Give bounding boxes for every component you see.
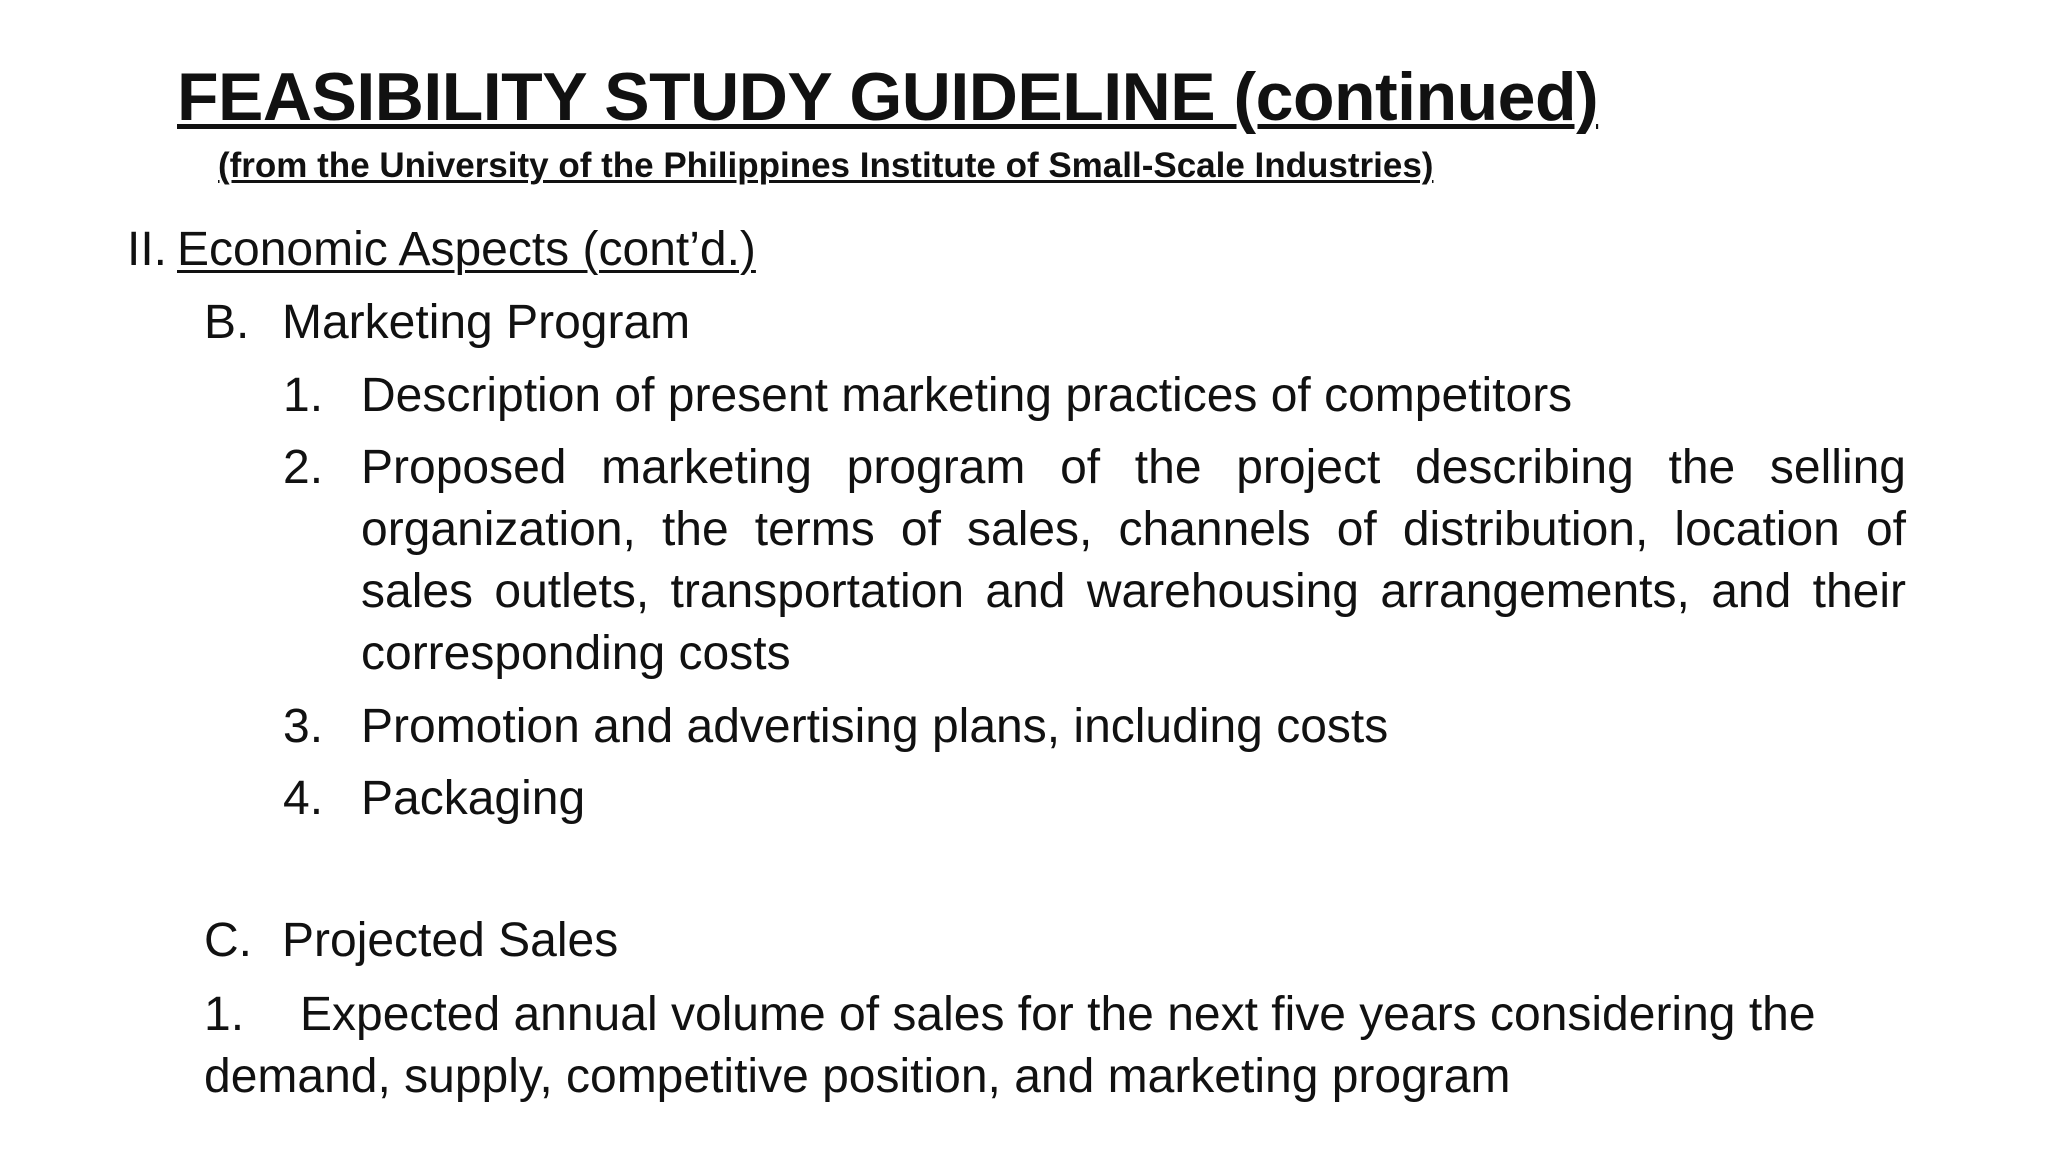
- list-item-number: 1.: [204, 988, 245, 1041]
- list-item-text: Description of present marketing practices of competitors: [361, 369, 1573, 422]
- list-item-number: 2.: [283, 441, 324, 494]
- subsection-marker: C.: [204, 914, 252, 967]
- list-item: [283, 696, 1388, 758]
- list-item-text: Promotion and advertising plans, including costs: [361, 700, 1389, 753]
- list-item-text: Expected annual volume of sales for the next five years considering the demand, supply, competitive position, and marketing program: [204, 988, 1816, 1103]
- slide-title: FEASIBILITY STUDY GUIDELINE (continued): [177, 59, 1599, 135]
- list-item-number: 3.: [283, 700, 324, 753]
- subsection-projected-sales: [204, 910, 618, 972]
- subsection-heading: Marketing Program: [282, 296, 691, 349]
- list-item-number: 4.: [283, 772, 324, 825]
- slide-subtitle: (from the University of the Philippines Institute of Small-Scale Industries): [218, 146, 1434, 185]
- list-item: [283, 437, 1906, 685]
- list-item-number: 1.: [283, 369, 324, 422]
- subsection-heading: Projected Sales: [282, 914, 619, 967]
- section-economic-aspects: [127, 219, 756, 281]
- list-item-text: Proposed marketing program of the project describing the selling organization, the terms of sales, channels of distribution, location of sales outlets, transportation and warehousing arrangements, and their corresponding costs: [361, 441, 1906, 680]
- list-item: [283, 365, 1572, 427]
- subsection-marker: B.: [204, 296, 250, 349]
- subsection-marketing-program: [204, 292, 690, 354]
- list-item-text: Packaging: [361, 772, 586, 825]
- section-marker: II.: [127, 223, 168, 276]
- list-item: [283, 768, 585, 830]
- list-item: [204, 984, 1844, 1108]
- section-heading: Economic Aspects (cont’d.): [177, 223, 756, 276]
